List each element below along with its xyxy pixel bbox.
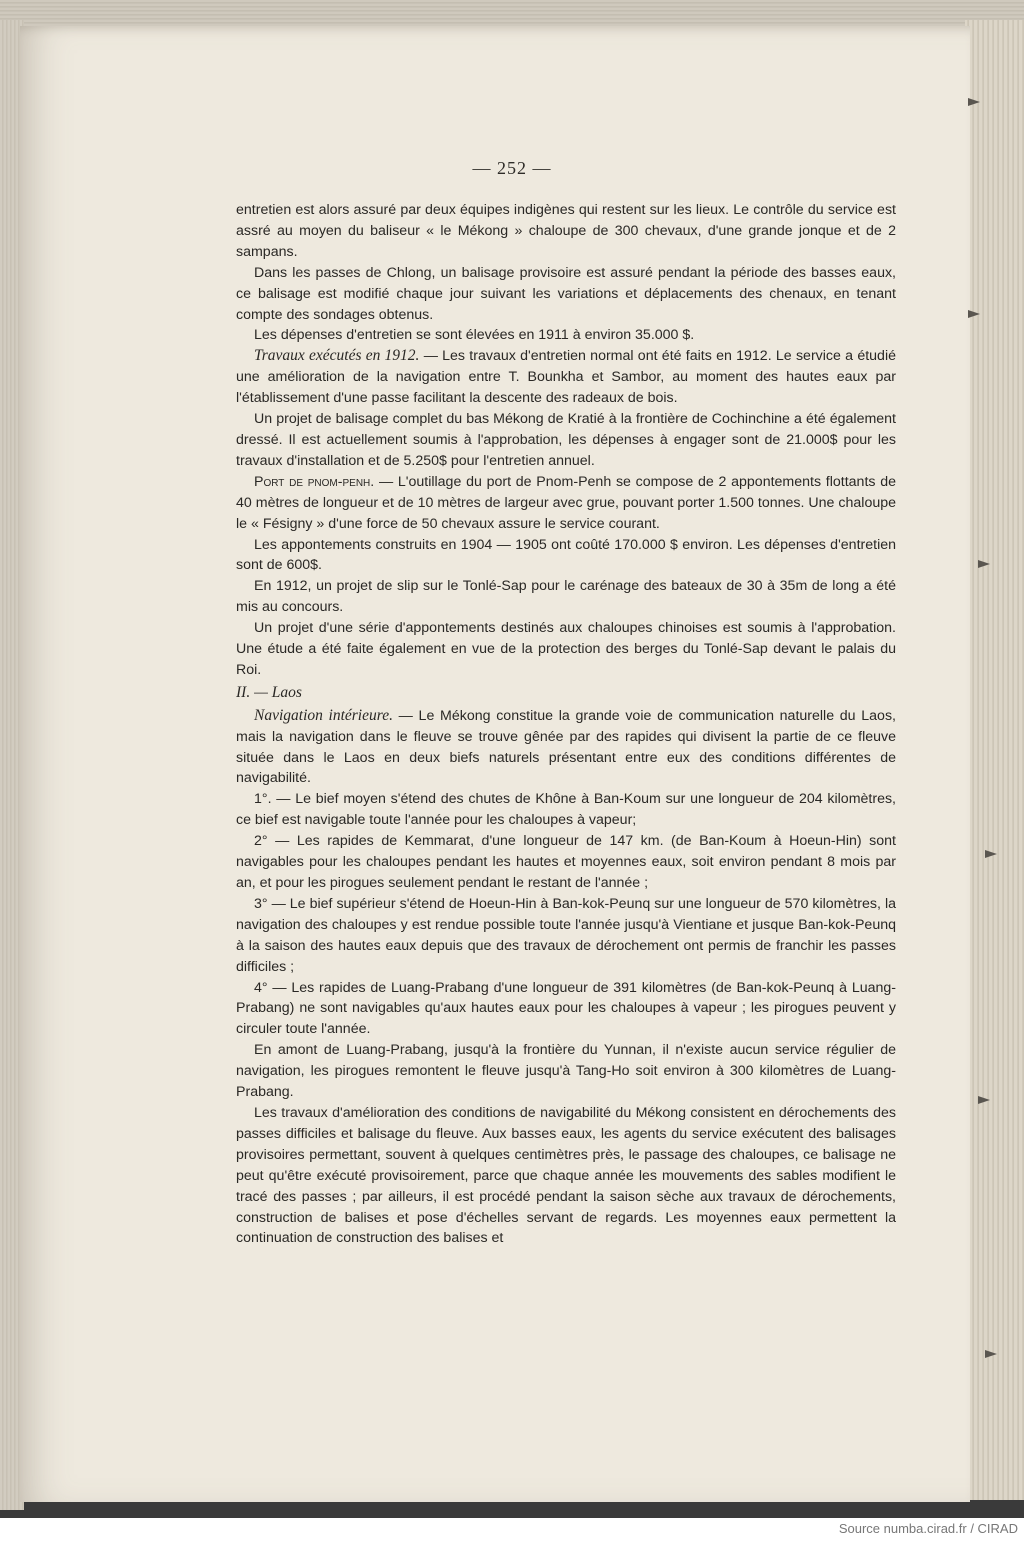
paragraph-lead: Port de pnom-penh. bbox=[254, 473, 375, 490]
paragraph-lead: Navigation intérieure. bbox=[254, 706, 393, 724]
paragraph bbox=[236, 706, 896, 790]
paragraph: Les travaux d'amélioration des conditions de navigabilité du Mékong consistent en dérochements des passes difficiles et balisage du fleuve. Aux basses eaux, les agents du service exécutent des balisages provisoires permettant, souvent à quelques centimètres près, le passage des chaloupes, ce balisage ne peut qu'être exécuté provisoirement, parce que chaque année les mouvements des sables modifient le tracé des passes ; par ailleurs, il est procédé pendant la saison sèche aux travaux de dérochements, construction de balises et pose d'échelles servant de regards. Les moyennes eaux permettent la continuation de construction des balises et bbox=[236, 1104, 896, 1247]
edge-mark bbox=[978, 1096, 990, 1104]
paragraph: Les dépenses d'entretien se sont élevées en 1911 à environ 35.000 $. bbox=[254, 327, 695, 344]
paragraph: En 1912, un projet de slip sur le Tonlé-Sap pour le carénage des bateaux de 30 à 35m de long a été mis au concours. bbox=[236, 578, 896, 616]
book-page-stack-right bbox=[965, 20, 1024, 1500]
paragraph bbox=[236, 472, 896, 535]
paragraph: 2° — Les rapides de Kemmarat, d'une longueur de 147 km. (de Ban-Koum à Hoeun-Hin) sont navigables pour les chaloupes pendant les hautes et moyennes eaux, soit environ pendant 8 mois par an, et pour les pirogues seulement pendant le restant de l'année ; bbox=[236, 833, 896, 891]
paragraph: Un projet de balisage complet du bas Mékong de Kratié à la frontière de Cochinchine a été également dressé. Il est actuellement soumis à l'approbation, les dépenses à engager sont de 21.000$ pour les travaux d'installation et de 5.250$ pour l'entretien annuel. bbox=[236, 411, 896, 469]
paragraph: Un projet d'une série d'appontements destinés aux chaloupes chinoises est soumis à l'approbation. Une étude a été faite également en vue de la protection des berges du Tonlé-Sap devant le palais du Roi. bbox=[236, 620, 896, 678]
source-credit: Source numba.cirad.fr / CIRAD bbox=[838, 1521, 1018, 1536]
edge-mark bbox=[968, 310, 980, 318]
edge-mark bbox=[985, 850, 997, 858]
edge-mark bbox=[978, 560, 990, 568]
section-heading: II. — Laos bbox=[236, 683, 302, 701]
paragraph: 1°. — Le bief moyen s'étend des chutes de Khône à Ban-Koum sur une longueur de 204 kilomètres, ce bief est navigable toute l'année pour les chaloupes à vapeur; bbox=[236, 791, 896, 829]
paragraph: 4° — Les rapides de Luang-Prabang d'une longueur de 391 kilomètres (de Ban-kok-Peunq à Luang-Prabang) ne sont navigables qu'aux hautes eaux pour les chaloupes à vapeur ; les pirogues peuvent y circuler toute l'année. bbox=[236, 979, 896, 1038]
page-number: — 252 — bbox=[472, 158, 552, 178]
paragraph-lead: Travaux exécutés en 1912. bbox=[254, 347, 420, 365]
edge-mark bbox=[985, 1350, 997, 1358]
paragraph bbox=[236, 346, 896, 409]
edge-mark bbox=[968, 98, 980, 106]
page-body-text bbox=[236, 200, 896, 1249]
paragraph-text: — Le Mékong constitue la grande voie de communication naturelle du Laos, mais la navigation dans le fleuve se trouve gênée par des rapides qui divisent la partie de ce fleuve située dans le Laos en deux biefs naturels présentant entre eux des conditions différentes de navigabilité. bbox=[236, 707, 896, 787]
paragraph: En amont de Luang-Prabang, jusqu'à la frontière du Yunnan, il n'existe aucun service régulier de navigation, les pirogues remontent le fleuve jusqu'à Tang-Ho soit environ à 300 kilomètres de Luang-Prabang. bbox=[236, 1042, 896, 1101]
paragraph-text: — L'outillage du port de Pnom-Penh se compose de 2 appontements flottants de 40 mètres de longueur et de 10 mètres de largeur avec grue, pouvant porter 1.500 tonnes. Une chaloupe le « Fésigny » d'une force de 50 chevaux assure le service courant. bbox=[236, 473, 896, 532]
paragraph: 3° — Le bief supérieur s'étend de Hoeun-Hin à Ban-kok-Peunq sur une longueur de 570 kilomètres, la navigation des chaloupes y est rendue possible toute l'année jusqu'à Vientiane et jusque Ban-kok-Peunq à la saison des hautes eaux depuis que des travaux de dérochement ont permis de franchir les passes difficiles ; bbox=[236, 895, 896, 975]
paragraph-text: — Les travaux d'entretien normal ont été faits en 1912. Le service a étudié une amélioration de la navigation entre T. Bounkha et Sambor, au moment des hautes eaux par l'établissement d'une passe facilitant la descente des radeaux de bois. bbox=[236, 348, 896, 407]
paragraph: Dans les passes de Chlong, un balisage provisoire est assuré pendant la période des basses eaux, ce balisage est modifié chaque jour suivant les variations et déplacements des chenaux, en tenant compte des sondages obtenus. bbox=[236, 264, 896, 323]
paragraph: entretien est alors assuré par deux équipes indigènes qui restent sur les lieux. Le contrôle du service est assré au moyen du baliseur « le Mékong » chaloupe de 300 chevaux, d'une grande jonque et de 2 sampans. bbox=[236, 202, 896, 260]
paragraph: Les appontements construits en 1904 — 1905 ont coûté 170.000 $ environ. Les dépenses d'entretien sont de 600$. bbox=[236, 536, 896, 574]
